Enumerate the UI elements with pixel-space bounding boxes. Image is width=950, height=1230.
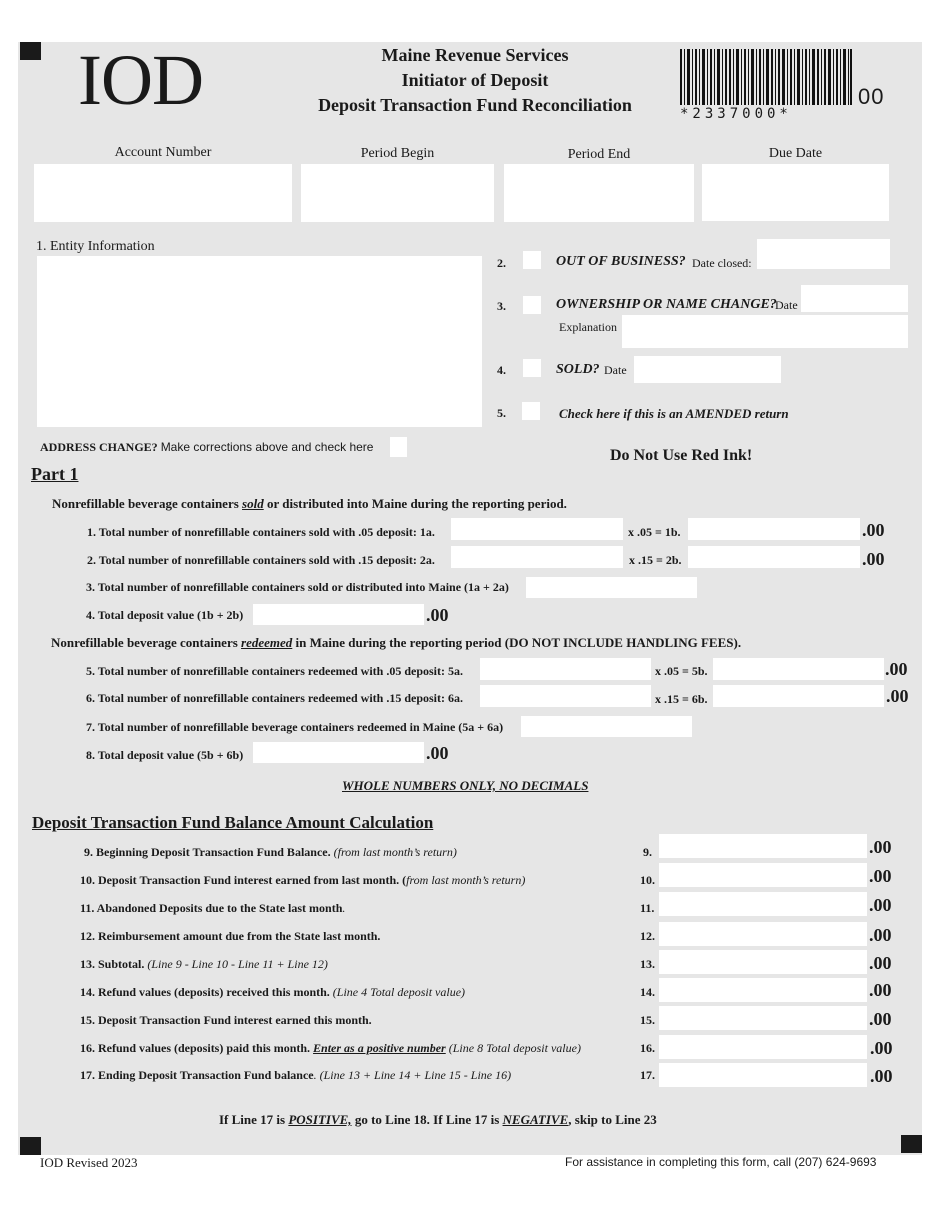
line-2b-cents: .00 xyxy=(862,549,885,569)
dtf-line-cents: .00 xyxy=(869,866,892,886)
line-6-label: 6. Total number of nonrefillable containers redeemed with .15 deposit: 6a. xyxy=(86,691,464,705)
line-8-cents: .00 xyxy=(426,743,449,763)
dtf-line-note: (Line 9 - Line 10 - Line 11 + Line 12) xyxy=(144,957,328,971)
form-subtitle: Initiator of Deposit xyxy=(401,70,549,90)
dtf-line-cents: .00 xyxy=(869,953,892,973)
dtf-line-cents: .00 xyxy=(869,925,892,945)
item-3-number: 3. xyxy=(497,299,506,313)
redeemed-intro-word: redeemed xyxy=(241,635,293,650)
line-6-multiplier: x .15 = 6b. xyxy=(655,692,708,706)
dtf-line-bold: 16. Refund values (deposits) paid this month. xyxy=(80,1041,314,1055)
dtf-line-cents: .00 xyxy=(869,837,892,857)
line-5b-cents: .00 xyxy=(885,659,908,679)
line-8-label: 8. Total deposit value (5b + 6b) xyxy=(86,748,244,762)
sold-date-field[interactable] xyxy=(634,356,781,383)
dtf-line-number: 17. xyxy=(640,1068,655,1082)
line-6b-cents: .00 xyxy=(886,686,909,706)
dtf-line-bold: 12. Reimbursement amount due from the State last month. xyxy=(80,929,381,943)
item-4-number: 4. xyxy=(497,363,506,377)
line-11-field[interactable] xyxy=(659,892,867,916)
entity-information-field[interactable] xyxy=(37,256,482,427)
line-2-label: 2. Total number of nonrefillable containers sold with .15 deposit: 2a. xyxy=(87,553,435,567)
dtf-line-label xyxy=(80,1041,581,1056)
line-1-multiplier: x .05 = 1b. xyxy=(628,525,681,539)
dtf-line-note: . (Line 13 + Line 14 + Line 15 - Line 16) xyxy=(313,1068,512,1082)
dtf-line-label xyxy=(80,1013,372,1028)
part-1-heading: Part 1 xyxy=(31,464,79,484)
address-change-text xyxy=(40,440,373,455)
redeemed-intro xyxy=(51,635,741,651)
dtf-line-label xyxy=(80,929,380,944)
line-8-field[interactable] xyxy=(253,742,424,763)
dtf-line-bold: 14. Refund values (deposits) received this month. xyxy=(80,985,330,999)
dtf-line-bold: 15. Deposit Transaction Fund interest earned this month. xyxy=(80,1013,372,1027)
dtf-line-bold: 11. Abandoned Deposits due to the State last month xyxy=(80,901,343,915)
sold-label: SOLD? xyxy=(556,362,600,377)
dtf-line-number: 15. xyxy=(640,1013,655,1027)
whole-numbers-note: WHOLE NUMBERS ONLY, NO DECIMALS xyxy=(342,778,589,793)
line-5-label: 5. Total number of nonrefillable containers redeemed with .05 deposit: 5a. xyxy=(86,664,464,678)
redeemed-intro-post: in Maine during the reporting period (DO NOT INCLUDE HANDLING FEES). xyxy=(292,635,742,650)
line-15-field[interactable] xyxy=(659,1006,867,1030)
sold-date-label: Date xyxy=(604,363,627,377)
barcode-suffix: 00 xyxy=(858,84,885,109)
dtf-line-note: from last month’s return) xyxy=(406,873,526,887)
line-5a-field[interactable] xyxy=(480,658,651,680)
form-code-title: IOD xyxy=(78,40,203,120)
dtf-line-label xyxy=(84,845,457,860)
instruction-positive: POSITIVE, xyxy=(288,1112,352,1127)
ownership-date-field[interactable] xyxy=(801,285,908,312)
dtf-line-emphasis: Enter as a positive number xyxy=(313,1041,446,1055)
instruction-negative: NEGATIVE xyxy=(502,1112,569,1127)
line-14-field[interactable] xyxy=(659,978,867,1002)
line-12-field[interactable] xyxy=(659,922,867,946)
instruction-part-1: If Line 17 is xyxy=(219,1112,289,1127)
dtf-line-number: 10. xyxy=(640,873,655,887)
dtf-line-label xyxy=(80,957,328,972)
account-number-field[interactable] xyxy=(34,164,292,222)
amended-return-checkbox[interactable] xyxy=(522,402,540,420)
form-title: Deposit Transaction Fund Reconciliation xyxy=(318,95,632,115)
dtf-line-number: 9. xyxy=(643,845,652,859)
item-5-number: 5. xyxy=(497,406,506,420)
line-3-field[interactable] xyxy=(526,577,697,598)
line-17-instruction xyxy=(219,1112,657,1128)
dtf-line-note: (from last month’s return) xyxy=(330,845,457,859)
dtf-line-number: 14. xyxy=(640,985,655,999)
dtf-line-note: (Line 4 Total deposit value) xyxy=(329,985,466,999)
dtf-line-number: 12. xyxy=(640,929,655,943)
date-closed-label: Date closed: xyxy=(692,256,752,270)
dtf-heading: Deposit Transaction Fund Balance Amount Calculation xyxy=(32,813,434,832)
due-date-label: Due Date xyxy=(768,146,823,161)
dtf-line-bold: 10. Deposit Transaction Fund interest earned from last month. ( xyxy=(80,873,407,887)
dtf-line-label xyxy=(80,1068,511,1083)
red-ink-warning: Do Not Use Red Ink! xyxy=(610,447,753,464)
line-10-field[interactable] xyxy=(659,863,867,887)
line-2-multiplier: x .15 = 2b. xyxy=(629,553,682,567)
period-begin-field[interactable] xyxy=(301,164,494,222)
dtf-line-number: 13. xyxy=(640,957,655,971)
ownership-date-label: Date xyxy=(775,298,798,312)
barcode-image xyxy=(680,49,852,105)
out-of-business-label: OUT OF BUSINESS? xyxy=(556,254,686,269)
assistance-text: For assistance in completing this form, call (207) 624-9693 xyxy=(565,1155,877,1169)
line-4-cents: .00 xyxy=(426,605,449,625)
line-1b-cents: .00 xyxy=(862,520,885,540)
line-2b-field[interactable] xyxy=(688,546,860,568)
amended-return-label: Check here if this is an AMENDED return xyxy=(559,406,789,421)
registration-mark-bottom-right xyxy=(901,1135,922,1153)
registration-mark-top-left xyxy=(20,42,41,60)
line-7-field[interactable] xyxy=(521,716,692,737)
date-closed-field[interactable] xyxy=(757,239,890,269)
dtf-line-bold: 17. Ending Deposit Transaction Fund balance xyxy=(80,1068,314,1082)
line-1a-field[interactable] xyxy=(451,518,623,540)
line-7-label: 7. Total number of nonrefillable beverage containers redeemed in Maine (5a + 6a) xyxy=(86,720,504,734)
dtf-line-cents: .00 xyxy=(870,1038,893,1058)
dtf-line-note: . xyxy=(342,901,346,915)
address-change-instruction: Make corrections above and check here xyxy=(160,440,374,454)
line-5-multiplier: x .05 = 5b. xyxy=(655,664,708,678)
dtf-line-note: (Line 8 Total deposit value) xyxy=(445,1041,581,1055)
entity-information-label: 1. Entity Information xyxy=(36,239,155,254)
revision-label: IOD Revised 2023 xyxy=(40,1155,138,1170)
dtf-line-bold: 13. Subtotal. xyxy=(80,957,145,971)
line-4-field[interactable] xyxy=(253,604,424,625)
registration-mark-bottom-left xyxy=(20,1137,41,1155)
explanation-field[interactable] xyxy=(622,315,908,348)
address-change-checkbox[interactable] xyxy=(390,437,407,457)
period-begin-label: Period Begin xyxy=(360,146,435,161)
line-17-field[interactable] xyxy=(659,1063,867,1087)
ownership-change-label: OWNERSHIP OR NAME CHANGE? xyxy=(556,297,777,312)
dtf-line-cents: .00 xyxy=(869,980,892,1000)
item-2-number: 2. xyxy=(497,256,506,270)
instruction-part-3: , skip to Line 23 xyxy=(568,1112,657,1127)
dtf-line-label xyxy=(80,985,465,1000)
barcode-number: *2337000* xyxy=(680,106,792,122)
line-6b-field[interactable] xyxy=(713,685,884,707)
line-2a-field[interactable] xyxy=(451,546,623,568)
dtf-line-cents: .00 xyxy=(869,895,892,915)
line-1b-field[interactable] xyxy=(688,518,860,540)
sold-intro-word: sold xyxy=(242,496,264,511)
sold-checkbox[interactable] xyxy=(523,359,541,377)
dtf-line-cents: .00 xyxy=(870,1066,893,1086)
period-end-label: Period End xyxy=(567,147,631,162)
dtf-line-bold: 9. Beginning Deposit Transaction Fund Balance. xyxy=(84,845,331,859)
dtf-line-cents: .00 xyxy=(869,1009,892,1029)
line-16-field[interactable] xyxy=(659,1035,867,1059)
dtf-line-number: 16. xyxy=(640,1041,655,1055)
line-9-field[interactable] xyxy=(659,834,867,858)
out-of-business-checkbox[interactable] xyxy=(523,251,541,269)
line-6a-field[interactable] xyxy=(480,685,651,707)
ownership-change-checkbox[interactable] xyxy=(523,296,541,314)
agency-name: Maine Revenue Services xyxy=(381,45,569,65)
dtf-line-number: 11. xyxy=(640,901,655,915)
instruction-part-2: go to Line 18. If Line 17 is xyxy=(351,1112,503,1127)
address-change-label: ADDRESS CHANGE? xyxy=(40,440,158,454)
sold-intro xyxy=(52,496,567,512)
sold-intro-pre: Nonrefillable beverage containers xyxy=(52,496,243,511)
account-number-label: Account Number xyxy=(114,145,212,160)
line-13-field[interactable] xyxy=(659,950,867,974)
dtf-line-label xyxy=(80,873,525,888)
line-5b-field[interactable] xyxy=(713,658,884,680)
line-3-label: 3. Total number of nonrefillable containers sold or distributed into Maine (1a + 2a) xyxy=(86,580,509,594)
dtf-line-label xyxy=(80,901,345,916)
line-1-label: 1. Total number of nonrefillable containers sold with .05 deposit: 1a. xyxy=(87,525,435,539)
period-end-field[interactable] xyxy=(504,164,694,222)
redeemed-intro-pre: Nonrefillable beverage containers xyxy=(51,635,242,650)
explanation-label: Explanation xyxy=(559,320,617,334)
due-date-field[interactable] xyxy=(702,164,889,221)
line-4-label: 4. Total deposit value (1b + 2b) xyxy=(86,608,244,622)
sold-intro-post: or distributed into Maine during the reporting period. xyxy=(263,496,567,511)
